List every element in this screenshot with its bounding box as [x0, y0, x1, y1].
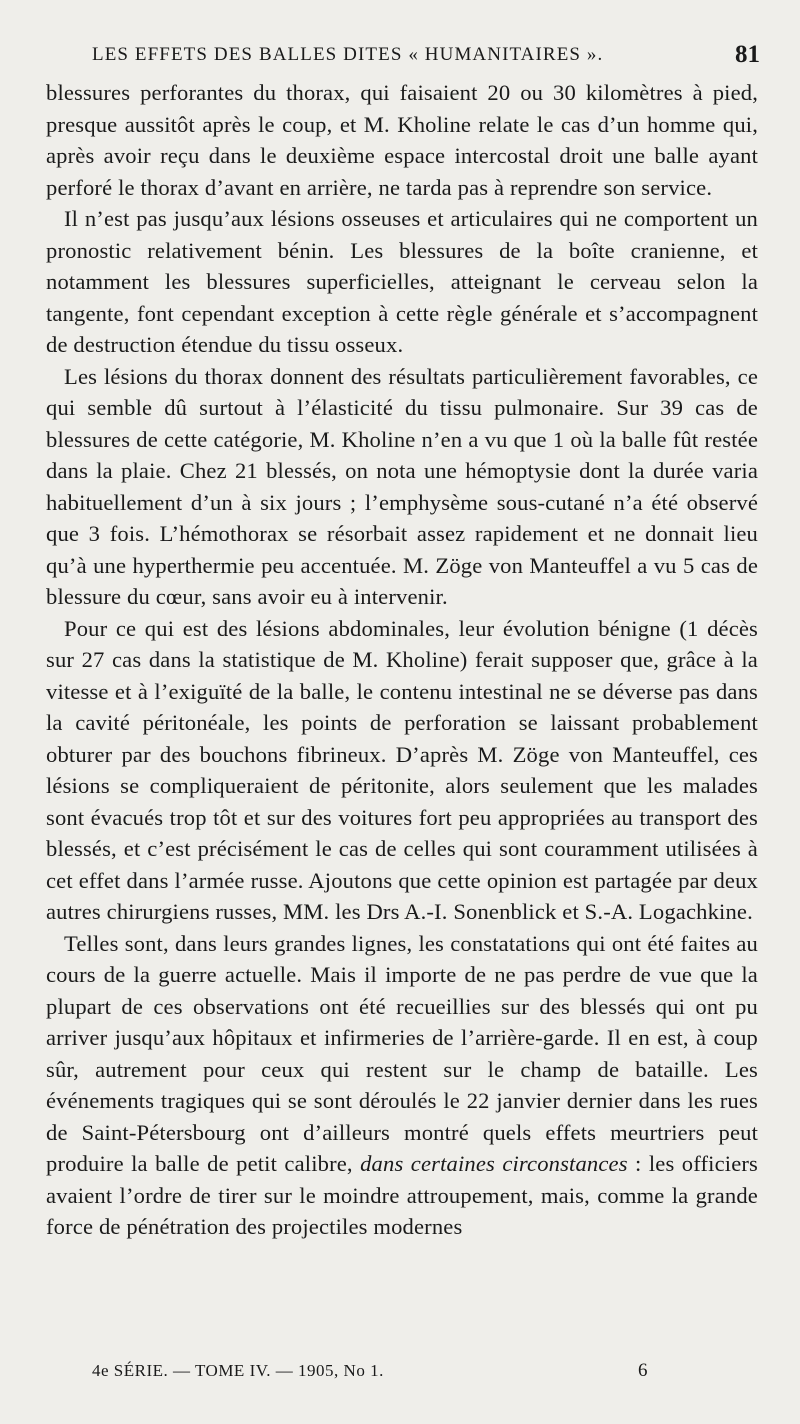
running-head: [92, 40, 760, 70]
body-text: [46, 77, 758, 1243]
conclusions-text-start: Telles sont, dans leurs grandes lignes, les constatations qui ont été faites au cours de la guerre actuelle. Mais il importe de ne pas perdre de vue que la plupart de ces observations ont été recueillies sur des blessés qui ont pu arriver jusqu’aux hôpitaux et infirmeries de l’arrière-garde. Il en est, à coup sûr, autrement pour ceux qui restent sur le champ de bataille. Les événements tragiques qui se sont déroulés le 22 janvier dernier dans les rues de Saint-Pétersbourg ont d’ailleurs montré quels effets meurtriers peut produire la balle de petit calibre,: [46, 930, 758, 1176]
page-number: 81: [735, 41, 760, 68]
conclusions-text-end: : les officiers avaient l’ordre de tirer sur le moindre attroupement, mais, comme la grande force de pénétration des projectiles modernes: [46, 1151, 758, 1239]
signature-mark: 6: [638, 1360, 648, 1381]
paragraph-thorax-continuation: blessures perforantes du thorax, qui faisaient 20 ou 30 kilomètres à pied, presque aussitôt après le coup, et M. Kholine relate le cas d’un homme qui, après avoir reçu dans le deuxième espace intercostal droit une balle ayant perforé le thorax d’avant en arrière, ne tarda pas à reprendre son service.: [46, 80, 758, 200]
paragraph-conclusions: [46, 928, 758, 1243]
conclusions-italic-phrase: dans certaines circonstances: [360, 1151, 628, 1176]
paragraph-abdominal-lesions: Pour ce qui est des lésions abdominales, leur évolution bénigne (1 décès sur 27 cas dans la statistique de M. Kholine) ferait supposer que, grâce à la vitesse et à l’exiguïté de la balle, le contenu intestinal ne se déverse pas dans la cavité péritonéale, les points de perforation se laissant probablement obturer par des bouchons fibrineux. D’après M. Zöge von Manteuffel, ces lésions se compliqueraient de péritonite, alors seulement que les malades sont évacués trop tôt et sur des voitures fort peu appropriées au transport des blessés, et c’est précisément le cas de celles qui sont couramment utilisées à cet effet dans l’armée russe. Ajoutons que cette opinion est partagée par deux autres chirurgiens russes, MM. les Drs A.-I. Sonenblick et S.-A. Logachkine.: [46, 615, 758, 924]
page-footer: [92, 1356, 652, 1386]
paragraph-thorax-lesions: Les lésions du thorax donnent des résultats particulièrement favorables, ce qui semble dû surtout à l’élasticité du tissu pulmonaire. Sur 39 cas de blessures de cette catégorie, M. Kholine n’en a vu que 1 où la balle fût restée dans la plaie. Chez 21 blessés, on nota une hémoptysie dont la durée varia habituellement d’un à six jours ; l’emphysème sous-cutané n’a été observé que 3 fois. L’hémothorax se résorbait assez rapidement et ne donnait lieu qu’à une hyperthermie peu accentuée. M. Zöge von Manteuffel a vu 5 cas de blessure du cœur, sans avoir eu à intervenir.: [46, 363, 758, 609]
paragraph-bone-lesions: Il n’est pas jusqu’aux lésions osseuses et articulaires qui ne comportent un pronostic relativement bénin. Les blessures de la boîte cranienne, et notamment les blessures superficielles, atteignant le cerveau selon la tangente, font cependant exception à cette règle générale et s’accompagnent de destruction étendue du tissu osseux.: [46, 206, 758, 357]
footer-series-line: 4e SÉRIE. — TOME IV. — 1905, No 1.: [92, 1361, 384, 1380]
running-title: LES EFFETS DES BALLES DITES « HUMANITAIRES ».: [92, 44, 604, 65]
